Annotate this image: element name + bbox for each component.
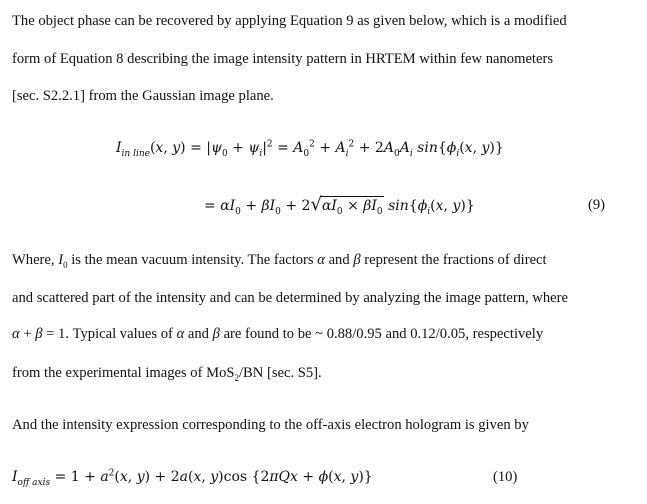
paragraph1-line1: The object phase can be recovered by applying Equation 9 as given below, which is a modified xyxy=(12,13,567,29)
equation-9-number: (9) xyxy=(588,197,606,213)
paragraph2-line1: Where, $I_0$ is the mean vacuum intensity. The factors α and β represent the fractions of direct xyxy=(12,252,547,270)
paragraph2-line2: and scattered part of the intensity and can be determined by analyzing the image pattern, where xyxy=(12,290,568,306)
paragraph2-line4: from the experimental images of MoS$_2$/BN [sec. S5]. xyxy=(12,365,322,383)
equation-10-number: (10) xyxy=(493,469,518,485)
paragraph1-line2: form of Equation 8 describing the image intensity pattern in HRTEM within few nanometers xyxy=(12,51,553,67)
paragraph1-line3: [sec. S2.2.1] from the Gaussian image plane. xyxy=(12,88,274,104)
equation-9-line1: $I_{in line}(x$, $y) = |\psi_0 + \psi_i|^2 = A_0^2 + A_i^2 + 2A_0A_i$ $\sin\{\phi_i(x$, y)} xyxy=(116,139,504,159)
paragraph3-line1: And the intensity expression corresponding to the off-axis electron hologram is given by xyxy=(12,417,529,433)
equation-9-line2: = $\alpha I_0 + \beta I_0 + 2√\alpha I_0 \times \beta I_0$ $\sin\{\phi_i(x$, y)} xyxy=(204,194,475,217)
paragraph2-line3: α + β = 1. Typical values of α and β are found to be ~ 0.88/0.95 and 0.12/0.05, respectively xyxy=(12,326,544,342)
equation-10: $I_{off axis} = 1 + a^2(x$, y) + 2a(x, y)cos {2πQx + ϕ(x, y)} xyxy=(12,468,373,488)
